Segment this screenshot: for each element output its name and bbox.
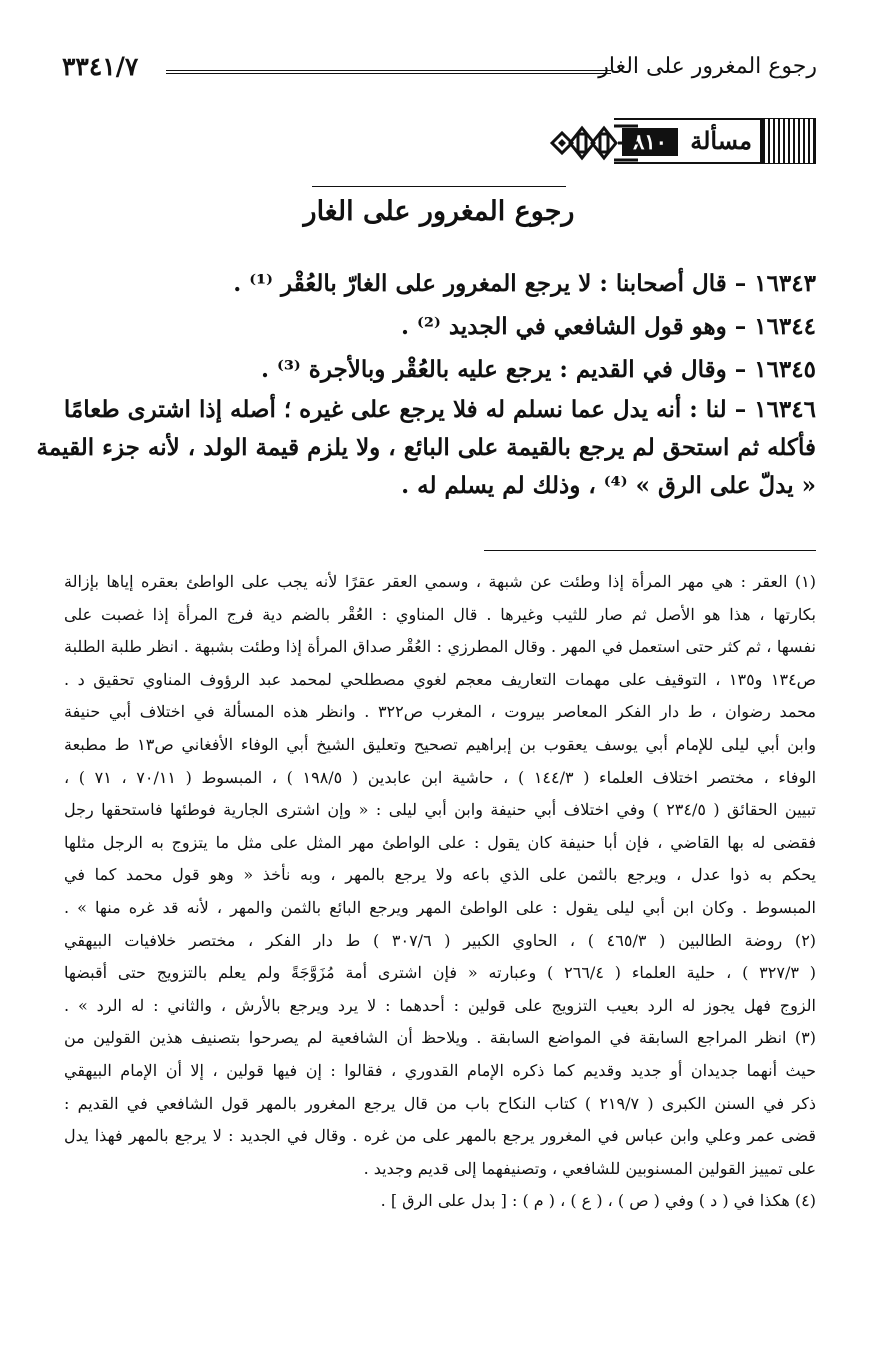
footnote-line: (٤) هكذا في ( د ) وفي ( ص ) ، ( ع ) ، ( م ) : [ بدل على الرق ] .: [380, 1191, 816, 1211]
footnote-line: المبسوط . وكان ابن أبي ليلى يقول : على الواطئ المهر ويرجع البائع بالثمن والمهر ، لأنه قد غره منها » .: [64, 897, 816, 917]
footnote-line: (٣) انظر المراجع السابقة في المواضع السابقة . ويلاحظ أن الشافعية لم يصرحوا بتصنيف هذين القولين من: [64, 1028, 816, 1048]
footnotes: [64, 566, 816, 1218]
paragraph-line: فأكله ثم استحق لم يرجع بالقيمة على البائع ، ولا يلزم قيمة الولد ، لأنه جزء القيمة: [36, 434, 816, 461]
chapter-title: رجوع المغرور على الغار: [303, 196, 575, 227]
footnote-line: محمد رضوان ، ط دار الفكر المعاصر بيروت ، المغرب ص٣٢٢ . وانظر هذه المسألة في اختلاف أبي حنيفة: [64, 702, 816, 722]
footnote-line: قضى عمر وعلي وابن عباس في المغرور يرجع بالمهر على من غره . وقال في الجديد : لا يرجع بالمهر فهذا يدل: [64, 1126, 817, 1146]
page-number: ٣٣٤١/٧: [62, 52, 139, 81]
footnote-line: تبيين الحقائق ( ٢٣٤/٥ ) وفي اختلاف أبي حنيفة وابن أبي ليلى : « وإن اشترى الجارية فوطئها فاستحقها رجل: [64, 800, 817, 820]
running-title: رجوع المغرور على الغار: [598, 54, 817, 79]
paragraph-line: ١٦٣٤٦ – لنا : أنه يدل عما نسلم له فلا يرجع على غيره ؛ أصله إذا اشترى طعامًا: [63, 396, 816, 423]
paragraph-16346: [36, 391, 816, 505]
banner-stripes-ornament: [762, 118, 816, 164]
footnote-line: ص١٣٤ و١٣٥ ، التوقيف على مهمات التعاريف معجم لغوي مصطلحي لمحمد عبد الرؤوف المناوي تحقيق د .: [64, 669, 817, 689]
main-text: [36, 262, 816, 505]
geometric-ornament-icon: [548, 118, 640, 168]
footnote-line: ( ٣٢٧/٣ ) ، حلية العلماء ( ٢٦٦/٤ ) وعبارته « فإن اشترى أمة مُزَوَّجَةً ولم يعلم بالتزويج حتى أقبضها: [64, 963, 817, 983]
footnote-line: الزوج فهل يجوز له الرد بعيب التزويج على قولين : أحدهما : لا يرد ويرجع بالأرش ، والثاني : له الرد » .: [64, 995, 816, 1015]
footnote-line: (٢) روضة الطالبين ( ٤٦٥/٣ ) ، الحاوي الكبير ( ٣٠٧/٦ ) ط دار الفكر ، مختصر خلافيات البيهقي: [64, 930, 817, 950]
footnote-line: نفسها ، ثم كثر حتى استعمل في المهر . وقال المطرزي : العُقْر صداق المرأة إذا وطئت بشبهة . انظر طلبة الطلبة: [64, 637, 816, 657]
header-double-rule: [166, 70, 611, 74]
masala-label: مسألة: [690, 126, 752, 155]
footnote-line: (١) العقر : هي مهر المرأة إذا وطئت عن شبهة ، وسمي العقر عقرًا لأنه يجب على الواطئ بعقره إياها بإزالة: [64, 572, 816, 591]
footnote-line: فقضى له بها القاضي ، فإن أبا حنيفة كان يقول : على الواطئ مهر المثل على مثل ما يتزوج به الرجل مثلها: [64, 832, 816, 852]
footnote-line: بكارتها ، هذا هو الأصل ثم صار للثيب وغيرها . قال المناوي : العُقْر بالضم دية فرج المرأة إذا غصبت على: [64, 604, 816, 624]
footnote-line: الوفاء ، مختصر اختلاف العلماء ( ١٤٤/٣ ) ، حاشية ابن عابدين ( ١٩٨/٥ ) ، المبسوط ( ٧٠/١١ ، ٧١ ) ،: [64, 767, 817, 787]
footnote-line: وابن أبي ليلى للإمام أبي يوسف يعقوب بن إبراهيم تصحيح وتعليق الشيخ أبي الوفاء الأفغاني ص١٣ ط مطبعة: [64, 734, 816, 754]
footnote-separator: [484, 550, 816, 551]
footnote-line: حيث أنهما جديدان أو جديد وقديم كما ذكره الإمام القدوري ، فقالوا : إن فيها قولين ، إلا أن الإمام البيهقي: [64, 1060, 816, 1080]
footnote-line: ذكر في السنن الكبرى ( ٢١٩/٧ ) كتاب النكاح باب من قال يرجع المغرور بالمهر قول الشافعي في القديم :: [64, 1093, 817, 1113]
paragraph-16343: ١٦٣٤٣ – قال أصحابنا : لا يرجع المغرور على الغارّ بالعُقْر ⁽¹⁾ .: [233, 270, 816, 297]
paragraph-16345: ١٦٣٤٥ – وقال في القديم : يرجع عليه بالعُقْر وبالأجرة ⁽³⁾ .: [260, 356, 816, 383]
running-header: [62, 52, 817, 92]
title-rule: [312, 186, 566, 187]
masala-banner: [548, 118, 816, 170]
paragraph-line: « يدلّ على الرق » ⁽⁴⁾ ، وذلك لم يسلم له .: [401, 472, 816, 499]
footnote-line: يحكم به ذوا عدل ، ويرجع بالثمن على الذي باعه ولا يرجع بالمهر ، وبه نأخذ « وهو قول محمد كما في: [64, 865, 816, 885]
masala-number: ٨١٠: [622, 128, 678, 156]
paragraph-16344: ١٦٣٤٤ – وهو قول الشافعي في الجديد ⁽²⁾ .: [401, 313, 816, 340]
footnote-line: على تمييز القولين المسنوبين للشافعي ، وتصنيفهما إلى قديم وجديد .: [363, 1158, 816, 1178]
